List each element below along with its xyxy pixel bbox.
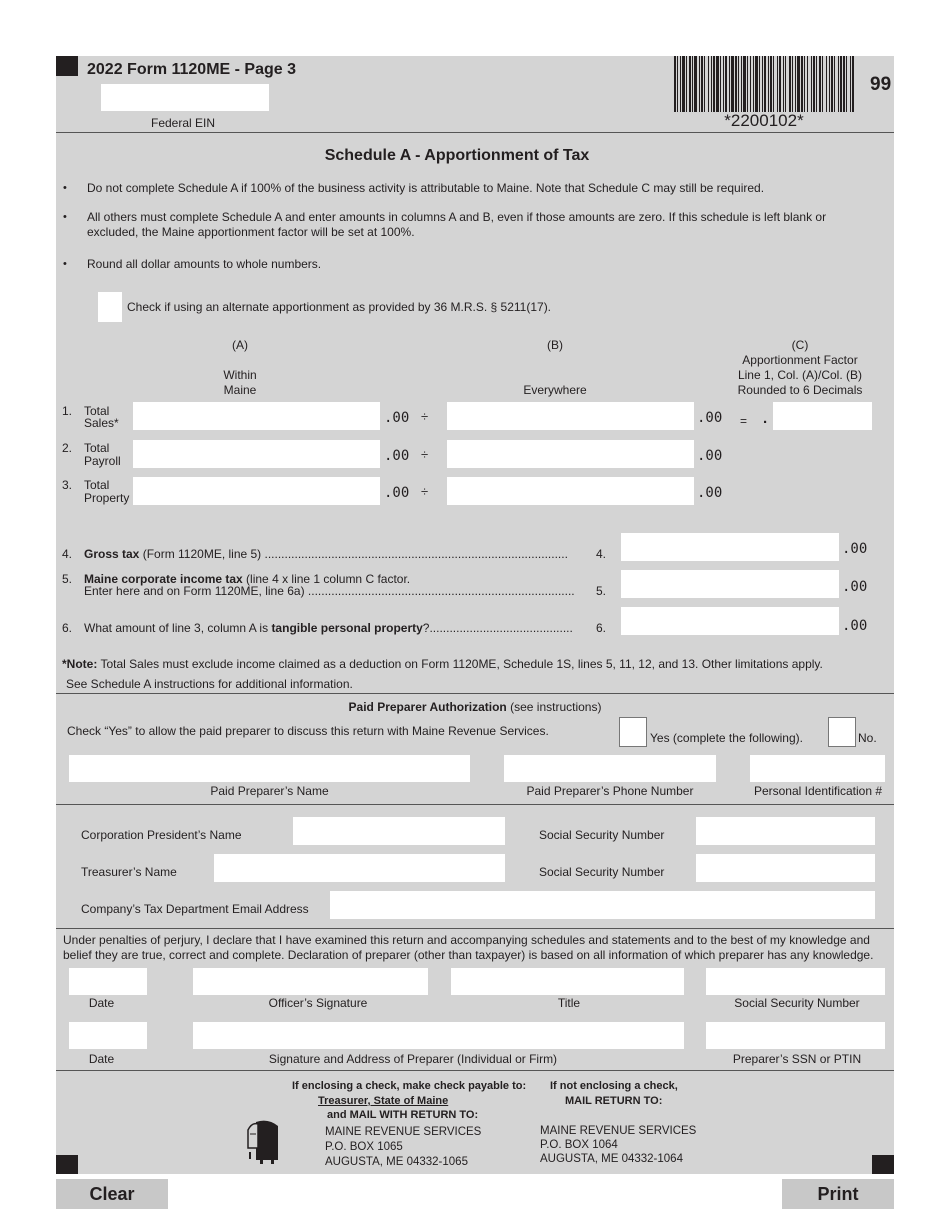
col-c-line2: Line 1, Col. (A)/Col. (B)	[737, 368, 863, 382]
cents-label: .00	[697, 485, 723, 501]
officer-ssn-input[interactable]	[706, 968, 885, 995]
treasurer-name-label: Treasurer’s Name	[81, 865, 177, 879]
divider	[56, 132, 894, 133]
line-6-rest: ?...........................................	[422, 621, 573, 635]
officer-date-label: Date	[88, 996, 115, 1010]
barcode-bar	[674, 56, 676, 112]
line-6-ref: 6.	[596, 621, 607, 635]
maine-corporate-income-tax-input[interactable]	[621, 570, 839, 598]
form-title: 2022 Form 1120ME - Page 3	[87, 61, 296, 78]
row-2-label-2: Payroll	[84, 454, 121, 468]
barcode-bar	[783, 56, 784, 112]
barcode-bar	[850, 56, 851, 112]
divider	[56, 928, 894, 929]
line-4-number: 4.	[62, 547, 73, 561]
preparer-date-label: Date	[88, 1052, 115, 1066]
barcode-bar	[838, 56, 839, 112]
president-name-input[interactable]	[293, 817, 505, 845]
cents-label: .00	[842, 541, 868, 557]
preparer-no-label: No.	[858, 731, 877, 745]
line-5-bold: Maine corporate income tax	[84, 572, 243, 586]
officer-date-input[interactable]	[69, 968, 147, 995]
barcode-bar	[735, 56, 737, 112]
barcode-bar	[843, 56, 845, 112]
barcode-bar	[840, 56, 842, 112]
barcode-bar	[792, 56, 793, 112]
tangible-personal-property-input[interactable]	[621, 607, 839, 635]
barcode-bar	[834, 56, 835, 112]
barcode-bar	[680, 56, 681, 112]
barcode-bar	[759, 56, 760, 112]
line-4-rest: (Form 1120ME, line 5) ...........................................................................................	[139, 547, 568, 561]
treasurer-name-input[interactable]	[214, 854, 505, 882]
barcode-bar	[846, 56, 847, 112]
barcode-bar	[852, 56, 854, 112]
president-ssn-label: Social Security Number	[539, 828, 665, 842]
barcode-bar	[826, 56, 827, 112]
barcode-bar	[699, 56, 700, 112]
cents-label: .00	[384, 485, 410, 501]
equals-sign: =	[740, 414, 748, 428]
barcode-text: *2200102*	[724, 111, 804, 130]
col-a-line1: Within	[223, 368, 257, 382]
officer-ssn-label: Social Security Number	[734, 996, 860, 1010]
line-5-ref: 5.	[596, 584, 607, 598]
preparer-date-input[interactable]	[69, 1022, 147, 1049]
note-bold: *Note:	[62, 657, 98, 671]
total-property-maine-input[interactable]	[133, 477, 380, 505]
decimal-point: .	[763, 410, 768, 427]
declaration-line-2: belief they are true, correct and complete. Declaration of preparer (other than taxpayer) is based on all information of which preparer has any knowledge.	[63, 948, 874, 962]
line-4-bold: Gross tax	[84, 547, 140, 561]
note-text-2: See Schedule A instructions for additional information.	[66, 677, 353, 691]
apportionment-factor-input[interactable]	[773, 402, 872, 430]
barcode-bar	[779, 56, 781, 112]
preparer-pin-label: Personal Identification #	[753, 784, 883, 798]
no-check-address-3: AUGUSTA, ME 04332-1064	[540, 1153, 683, 1165]
bullet-dot: •	[63, 211, 67, 223]
preparer-phone-input[interactable]	[504, 755, 716, 782]
barcode-bar	[738, 56, 739, 112]
barcode-bar	[770, 56, 772, 112]
barcode-bar	[750, 56, 751, 112]
line-4-ref: 4.	[596, 547, 607, 561]
barcode-bar	[682, 56, 685, 112]
barcode-bar	[753, 56, 754, 112]
bullet-dot: •	[63, 258, 67, 270]
barcode-bar	[704, 56, 705, 112]
note-text	[62, 657, 823, 672]
barcode-bar	[785, 56, 786, 112]
preparer-no-checkbox[interactable]	[828, 717, 856, 747]
alternate-apportionment-label: Check if using an alternate apportionment as provided by 36 M.R.S. § 5211(17).	[127, 300, 552, 314]
barcode-bar	[731, 56, 734, 112]
email-label: Company’s Tax Department Email Address	[81, 902, 309, 916]
line-4-label	[84, 547, 568, 562]
officer-signature-label: Officer’s Signature	[268, 996, 368, 1010]
divide-sign: ÷	[421, 484, 429, 499]
barcode-bar	[692, 56, 693, 112]
barcode-bar	[720, 56, 721, 112]
officer-title-label: Title	[557, 996, 581, 1010]
no-check-address-1: MAINE REVENUE SERVICES	[540, 1125, 697, 1137]
barcode-bar	[768, 56, 769, 112]
barcode-bar	[711, 56, 712, 112]
barcode	[673, 56, 855, 112]
cents-label: .00	[384, 448, 410, 464]
bullet-text-2: All others must complete Schedule A and enter amounts in columns A and B, even if those amounts are zero. If this schedule is left blank or	[87, 210, 827, 224]
col-b-line1: Everywhere	[523, 383, 587, 397]
preparer-title-rest: (see instructions)	[506, 700, 602, 714]
federal-ein-label: Federal EIN	[151, 116, 216, 130]
officer-signature-input[interactable]	[193, 968, 428, 995]
barcode-bar	[777, 56, 778, 112]
preparer-title	[56, 700, 894, 715]
row-3-label-2: Property	[84, 491, 130, 505]
preparer-check-text: Check “Yes” to allow the paid preparer to discuss this return with Maine Revenue Services.	[67, 724, 549, 738]
preparer-signature-input[interactable]	[193, 1022, 684, 1049]
row-1-label: Total	[84, 404, 110, 418]
divide-sign: ÷	[421, 409, 429, 424]
cents-label: .00	[697, 448, 723, 464]
cents-label: .00	[842, 579, 868, 595]
barcode-bar	[694, 56, 697, 112]
president-ssn-input[interactable]	[696, 817, 875, 845]
total-payroll-maine-input[interactable]	[133, 440, 380, 468]
barcode-bar	[789, 56, 791, 112]
enclosing-check-line-1: If enclosing a check, make check payable to:	[292, 1080, 527, 1092]
barcode-bar	[807, 56, 808, 112]
preparer-yes-checkbox[interactable]	[619, 717, 647, 747]
barcode-bar	[713, 56, 715, 112]
bullet-text-1: Do not complete Schedule A if 100% of the business activity is attributable to Maine. Note that Schedule C may still be required.	[87, 181, 765, 195]
barcode-bar	[813, 56, 815, 112]
gross-tax-input[interactable]	[621, 533, 839, 561]
total-sales-everywhere-input[interactable]	[447, 402, 694, 430]
line-5-number: 5.	[62, 572, 73, 586]
col-c-line1: Apportionment Factor	[742, 353, 858, 367]
total-property-everywhere-input[interactable]	[447, 477, 694, 505]
line-6-bold: tangible personal property	[271, 621, 423, 635]
registration-mark-bottom-left	[56, 1155, 78, 1174]
note-body: Total Sales must exclude income claimed as a deduction on Form 1120ME, Schedule 1S, lines 5, 11, 12, and 13. Other limitations apply.	[97, 657, 823, 671]
mailbox-icon	[246, 1118, 282, 1164]
line-6-number: 6.	[62, 621, 73, 635]
barcode-bar	[831, 56, 833, 112]
declaration-line-1: Under penalties of perjury, I declare that I have examined this return and accompanying schedules and statements and to the best of my knowledge and	[63, 933, 870, 947]
line-5-rest: (line 4 x line 1 column C factor.	[242, 572, 411, 586]
treasurer-ssn-label: Social Security Number	[539, 865, 665, 879]
barcode-bar	[797, 56, 800, 112]
preparer-pin-input[interactable]	[750, 755, 885, 782]
preparer-name-label: Paid Preparer’s Name	[210, 784, 329, 798]
barcode-bar	[747, 56, 748, 112]
divider	[56, 693, 894, 694]
total-payroll-everywhere-input[interactable]	[447, 440, 694, 468]
cents-label: .00	[697, 410, 723, 426]
barcode-bar	[804, 56, 805, 112]
barcode-bar	[677, 56, 678, 112]
barcode-bar	[811, 56, 812, 112]
barcode-bar	[795, 56, 796, 112]
barcode-bar	[755, 56, 758, 112]
barcode-bar	[819, 56, 821, 112]
line-6-label	[84, 621, 594, 636]
line-6-pre: What amount of line 3, column A is	[84, 621, 272, 635]
row-2-number: 2.	[62, 441, 73, 455]
with-check-address-2: P.O. BOX 1065	[325, 1141, 403, 1153]
preparer-phone-label: Paid Preparer’s Phone Number	[526, 784, 694, 798]
row-3-number: 3.	[62, 478, 73, 492]
preparer-ssn-ptin-label: Preparer’s SSN or PTIN	[732, 1052, 862, 1066]
barcode-bar	[829, 56, 830, 112]
barcode-bar	[741, 56, 742, 112]
bullet-dot: •	[63, 182, 67, 194]
preparer-yes-label: Yes (complete the following).	[650, 731, 803, 745]
alternate-apportionment-checkbox[interactable]	[98, 292, 122, 322]
not-enclosing-line-2: MAIL RETURN TO:	[565, 1095, 663, 1107]
barcode-bar	[686, 56, 687, 112]
registration-mark-bottom-right	[872, 1155, 894, 1174]
bullet-text-3: Round all dollar amounts to whole numbers.	[87, 257, 322, 271]
divider	[56, 804, 894, 805]
barcode-bar	[716, 56, 719, 112]
clear-button[interactable]: Clear	[56, 1179, 168, 1209]
schedule-title: Schedule A - Apportionment of Tax	[324, 147, 590, 164]
barcode-bar	[701, 56, 703, 112]
barcode-bar	[762, 56, 763, 112]
preparer-signature-label: Signature and Address of Preparer (Individual or Firm)	[268, 1052, 558, 1066]
page-code: 99	[870, 74, 892, 95]
row-1-number: 1.	[62, 404, 73, 418]
col-c-letter: (C)	[791, 338, 809, 352]
barcode-bar	[822, 56, 823, 112]
barcode-bar	[801, 56, 803, 112]
email-input[interactable]	[330, 891, 875, 919]
cents-label: .00	[842, 618, 868, 634]
line-5-label-2: Enter here and on Form 1120ME, line 6a) ................................................................................	[84, 584, 575, 598]
divide-sign: ÷	[421, 447, 429, 462]
with-check-address-3: AUGUSTA, ME 04332-1065	[325, 1156, 468, 1168]
total-sales-maine-input[interactable]	[133, 402, 380, 430]
cents-label: .00	[384, 410, 410, 426]
row-3-label: Total	[84, 478, 110, 492]
preparer-ssn-ptin-input[interactable]	[706, 1022, 885, 1049]
barcode-bar	[708, 56, 709, 112]
barcode-bar	[764, 56, 766, 112]
barcode-bar	[743, 56, 746, 112]
barcode-bar	[729, 56, 730, 112]
row-2-label: Total	[84, 441, 110, 455]
barcode-bar	[725, 56, 727, 112]
bullet-text-2-cont: excluded, the Maine apportionment factor will be set at 100%.	[87, 225, 415, 239]
treasurer-ssn-input[interactable]	[696, 854, 875, 882]
federal-ein-input[interactable]	[101, 84, 269, 111]
col-b-letter: (B)	[547, 338, 563, 352]
enclosing-check-payee: Treasurer, State of Maine	[318, 1095, 449, 1107]
row-1-label-2: Sales*	[84, 416, 119, 430]
col-a-letter: (A)	[232, 338, 248, 352]
col-c-line3: Rounded to 6 Decimals	[737, 383, 863, 397]
officer-title-input[interactable]	[451, 968, 684, 995]
president-name-label: Corporation President’s Name	[81, 828, 242, 842]
barcode-bar	[816, 56, 817, 112]
preparer-title-bold: Paid Preparer Authorization	[348, 700, 507, 714]
registration-mark-top-left	[56, 56, 78, 76]
no-check-address-2: P.O. BOX 1064	[540, 1139, 618, 1151]
barcode-bar	[723, 56, 724, 112]
print-button[interactable]: Print	[782, 1179, 894, 1209]
barcode-bar	[773, 56, 774, 112]
col-a-line2: Maine	[223, 383, 257, 397]
enclosing-check-line-3: and MAIL WITH RETURN TO:	[327, 1109, 479, 1121]
barcode-bar	[689, 56, 691, 112]
not-enclosing-line-1: If not enclosing a check,	[550, 1080, 678, 1092]
with-check-address-1: MAINE REVENUE SERVICES	[325, 1126, 482, 1138]
divider	[56, 1070, 894, 1071]
preparer-name-input[interactable]	[69, 755, 470, 782]
